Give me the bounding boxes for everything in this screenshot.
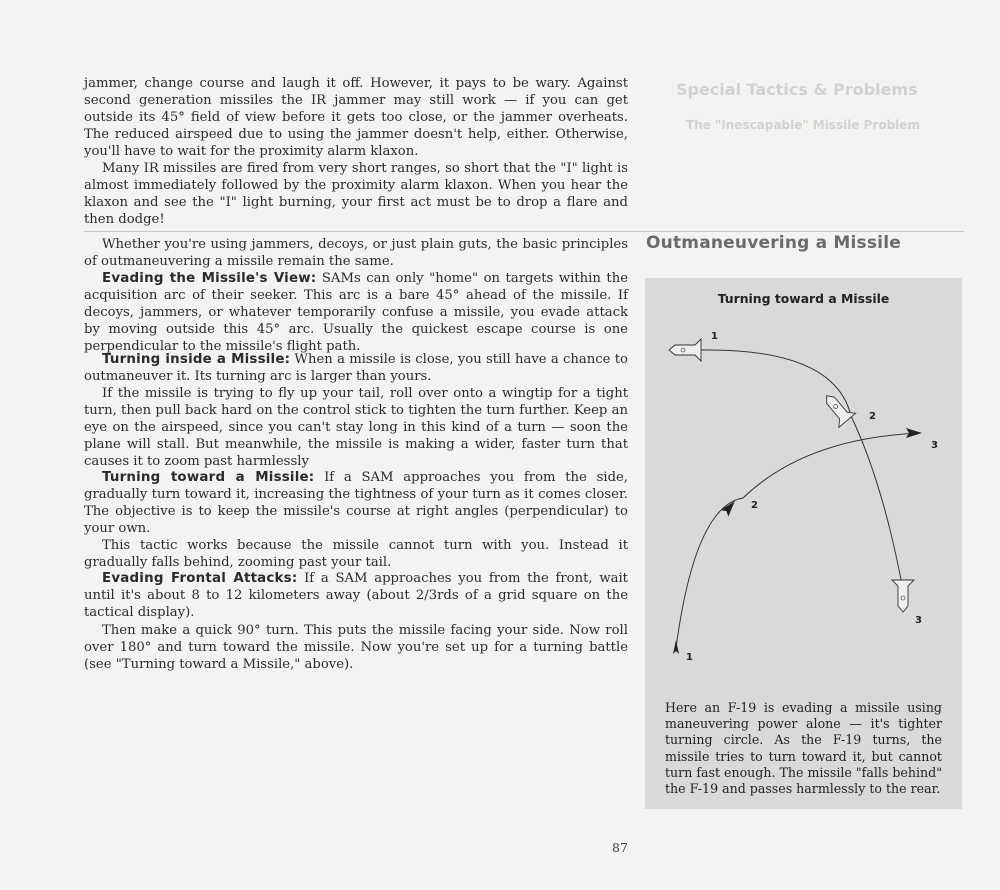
paragraph-text: When a missile is close, you still have a chance to outmaneuver it. Its turning arc is larger than yours. (84, 352, 628, 385)
missile-path (700, 350, 903, 590)
diagram-label: 3 (915, 615, 922, 626)
body-paragraph: Whether you're using jammers, decoys, or just plain guts, the basic principles of outmaneuvering a missile remain the same. (84, 237, 628, 270)
figure-panel (645, 278, 962, 809)
paragraph-text: If a SAM approaches you from the side, gradually turn toward it, increasing the tightness of your turn as it comes closer. The objective is to keep the missile's course at right angles (perpendicular) to your own. (84, 470, 629, 537)
body-paragraph (84, 270, 628, 355)
page-number: 87 (612, 840, 628, 855)
aircraft-path (676, 433, 920, 648)
figure-title: Turning toward a Missile (717, 291, 890, 306)
body-paragraph (84, 570, 628, 621)
bleed-through-heading: Special Tactics & Problems (676, 80, 918, 99)
section-divider (84, 231, 964, 232)
body-paragraph: Many IR missiles are fired from very short ranges, so short that the "I" light is almost immediately followed by the proximity alarm klaxon. When you hear the klaxon and see the "I" light burning, your first act must be to drop a flare and then dodge! (84, 161, 628, 228)
diagram-label: 1 (711, 331, 718, 342)
paragraph-text: If a SAM approaches you from the front, wait until it's about 8 to 12 kilometers away (about 2/3rds of a grid square on the tactical display). (84, 571, 628, 621)
sidebar-title: Outmaneuvering a Missile (646, 233, 901, 253)
aircraft-icon (721, 498, 739, 517)
figure-caption: Here an F-19 is evading a missile using maneuvering power alone — it's tighter turning circle. As the F-19 turns, the missile tries to turn toward it, but cannot turn fast enough. The missile "falls behind" the F-19 and passes harmlessly to the rear. (665, 700, 942, 797)
paragraph-heading: Turning toward a Missile: (102, 470, 315, 485)
missile-icon (669, 339, 701, 361)
body-paragraph (84, 469, 628, 537)
diagram-label: 3 (931, 440, 938, 451)
aircraft-icon (906, 428, 922, 438)
paragraph-heading: Evading Frontal Attacks: (102, 571, 298, 586)
bleed-through-subheading: The "Inescapable" Missile Problem (686, 118, 920, 132)
aircraft-icon (673, 640, 679, 654)
maneuver-diagram (645, 278, 962, 698)
diagram-label: 2 (751, 500, 758, 511)
paragraph-heading: Evading the Missile's View: (102, 271, 317, 286)
missile-icon (818, 389, 855, 428)
diagram-label: 2 (869, 411, 876, 422)
paragraph-text: SAMs can only "home" on targets within the acquisition arc of their seeker. This arc is a bare 45° ahead of the missile. If decoys, jammers, or whatever temporarily confuse a missile, you evade attack by moving outside this 45° arc. Usually the quickest escape course is one perpendicular to the missile's flight path. (84, 271, 628, 355)
paragraph-heading: Turning inside a Missile: (102, 352, 291, 367)
body-paragraph: jammer, change course and laugh it off. However, it pays to be wary. Against second generation missiles the IR jammer may still work — if you can get outside its 45° field of view before it gets too close, or the jammer overheats. The reduced airspeed due to using the jammer doesn't help, either. Otherwise, you'll have to wait for the proximity alarm klaxon. (84, 76, 628, 160)
diagram-label: 1 (686, 652, 693, 663)
body-paragraph: If the missile is trying to fly up your tail, roll over onto a wingtip for a tight turn, then pull back hard on the control stick to tighten the turn further. Keep an eye on the airspeed, since you can't stay long in this kind of a turn — soon the plane will stall. But meanwhile, the missile is making a wider, faster turn that causes it to zoom past harmlessly (84, 386, 628, 470)
body-paragraph: Then make a quick 90° turn. This puts the missile facing your side. Now roll over 180° and turn toward the missile. Now you're set up for a turning battle (see "Turning toward a Missile," above). (84, 623, 628, 673)
body-paragraph (84, 351, 628, 385)
body-paragraph: This tactic works because the missile cannot turn with you. Instead it gradually falls behind, zooming past your tail. (84, 538, 628, 571)
missile-icon (892, 580, 914, 612)
